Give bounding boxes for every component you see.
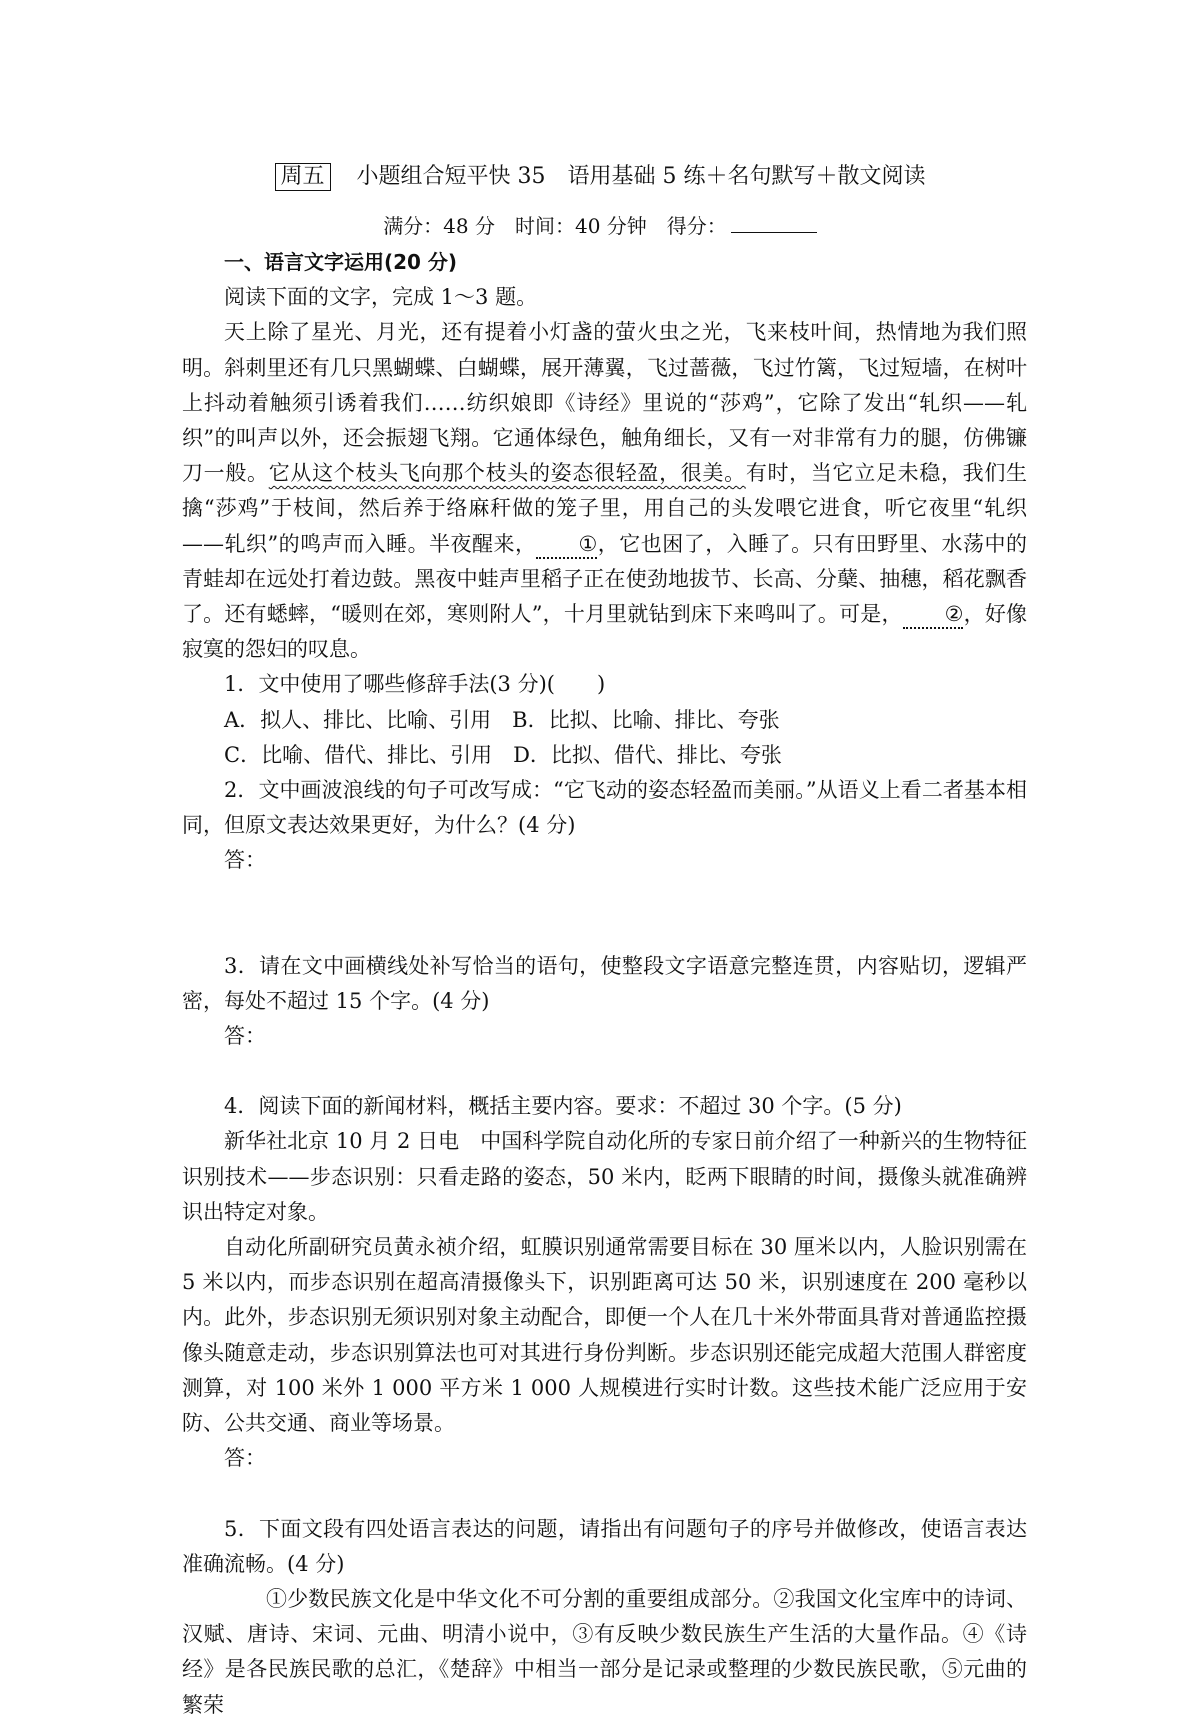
question-3-answer-label: 答： — [224, 1024, 266, 1049]
day-tag: 周五 — [275, 163, 331, 191]
question-3-answer-space[interactable] — [182, 1054, 1027, 1089]
section-heading: 一、语言文字运用(20 分) — [224, 250, 458, 274]
blank-1[interactable]: ① — [536, 531, 597, 559]
passage-part3: ，它也困了，入睡了。只有田野里、水荡中的青蛙却在远处打着边鼓。黑夜中蛙声里稻子正在使劲地拔节、长高、分蘖、抽穗，稻花飘香了。还有蟋蟀，“暖则在郊，寒则附人”，十月里就钻到床下来鸣叫了。可是， — [182, 531, 1027, 627]
question-4: 4．阅读下面的新闻材料，概括主要内容。要求：不超过 30 个字。(5 分) — [224, 1094, 902, 1119]
wavy-underlined-sentence: 它从这个枝头飞向那个枝头的姿态很轻盈，很美。 — [268, 461, 746, 486]
page-title — [0, 162, 1200, 192]
question-2-answer-space[interactable] — [182, 879, 1027, 949]
exam-meta — [0, 212, 1200, 240]
question-1: 1．文中使用了哪些修辞手法(3 分)( ) — [224, 672, 606, 697]
news-paragraph-2: 自动化所副研究员黄永祯介绍，虹膜识别通常需要目标在 30 厘米以内，人脸识别需在 5 米以内，而步态识别在超高清摄像头下，识别距离可达 50 米，识别速度在 200 毫秒以内。此外，步态识别无须识别对象主动配合，即便一个人在几十米外带面具背对普通监控摄像头随意走动，步态识别算法也可对其进行身份判断。步态识别还能完成超大范围人群密度测算，对 100 米外 1 000 平方米 1 000 人规模进行实时计数。这些技术能广泛应用于安防、公共交通、商业等场景。 — [182, 1235, 1027, 1436]
question-1-options-cd: C．比喻、借代、排比、引用 D．比拟、借代、排比、夸张 — [224, 742, 782, 767]
news-paragraph-1: 新华社北京 10 月 2 日电 中国科学院自动化所的专家日前介绍了一种新兴的生物特征识别技术——步态识别：只看走路的姿态，50 米内，眨两下眼睛的时间，摄像头就准确辨识出特定对象。 — [182, 1129, 1027, 1224]
blank-2[interactable]: ② — [903, 601, 964, 629]
question-5: 5．下面文段有四处语言表达的问题，请指出有问题句子的序号并做修改，使语言表达准确流畅。(4 分) — [182, 1516, 1027, 1576]
question-2-answer-label: 答： — [224, 848, 266, 873]
question-1-options-ab: A．拟人、排比、比喻、引用 B．比拟、比喻、排比、夸张 — [224, 707, 780, 732]
question-5-passage: ①少数民族文化是中华文化不可分割的重要组成部分。②我国文化宝库中的诗词、汉赋、唐诗、宋词、元曲、明清小说中，③有反映少数民族生产生活的大量作品。④《诗经》是各民族民歌的总汇，《楚辞》中相当一部分是记录或整理的少数民族民歌，⑤元曲的繁荣 — [182, 1586, 1027, 1717]
reading-passage — [182, 315, 1027, 667]
score-blank[interactable] — [731, 212, 817, 233]
question-3: 3．请在文中画横线处补写恰当的语句，使整段文字语意完整连贯，内容贴切，逻辑严密，每处不超过 15 个字。(4 分) — [182, 953, 1027, 1013]
exam-content — [182, 245, 1027, 1723]
question-4-answer-space[interactable] — [182, 1477, 1027, 1512]
passage-part1: 天上除了星光、月光，还有提着小灯盏的萤火虫之光，飞来枝叶间，热情地为我们照明。斜刺里还有几只黑蝴蝶、白蝴蝶，展开薄翼，飞过蔷薇，飞过竹篱，飞过短墙，在树叶上抖动着触须引诱着我们……纺织娘即《诗经》里说的“莎鸡”，它除了发出“轧织——轧织”的叫声以外，还会振翅飞翔。它通体绿色，触角细长，又有一对非常有力的腿，仿佛镰刀一般。 — [182, 320, 1027, 486]
reading-instruction: 阅读下面的文字，完成 1～3 题。 — [224, 285, 538, 310]
passage-part2: 有时，当它立足未稳，我们生擒“莎鸡”于枝间，然后养于络麻秆做的笼子里，用自己的头发喂它进食，听它夜里“轧织——轧织”的鸣声而入睡。半夜醒来， — [182, 461, 1028, 556]
title-text: 小题组合短平快 35 语用基础 5 练＋名句默写＋散文阅读 — [356, 164, 926, 189]
meta-text: 满分：48 分 时间：40 分钟 得分： — [383, 214, 727, 238]
passage-part4: ，好像寂寞的怨妇的叹息。 — [182, 602, 1028, 662]
question-2: 2．文中画波浪线的句子可改写成：“它飞动的姿态轻盈而美丽。”从语义上看二者基本相同，但原文表达效果更好，为什么？(4 分) — [182, 778, 1027, 838]
question-4-answer-label: 答： — [224, 1446, 266, 1471]
